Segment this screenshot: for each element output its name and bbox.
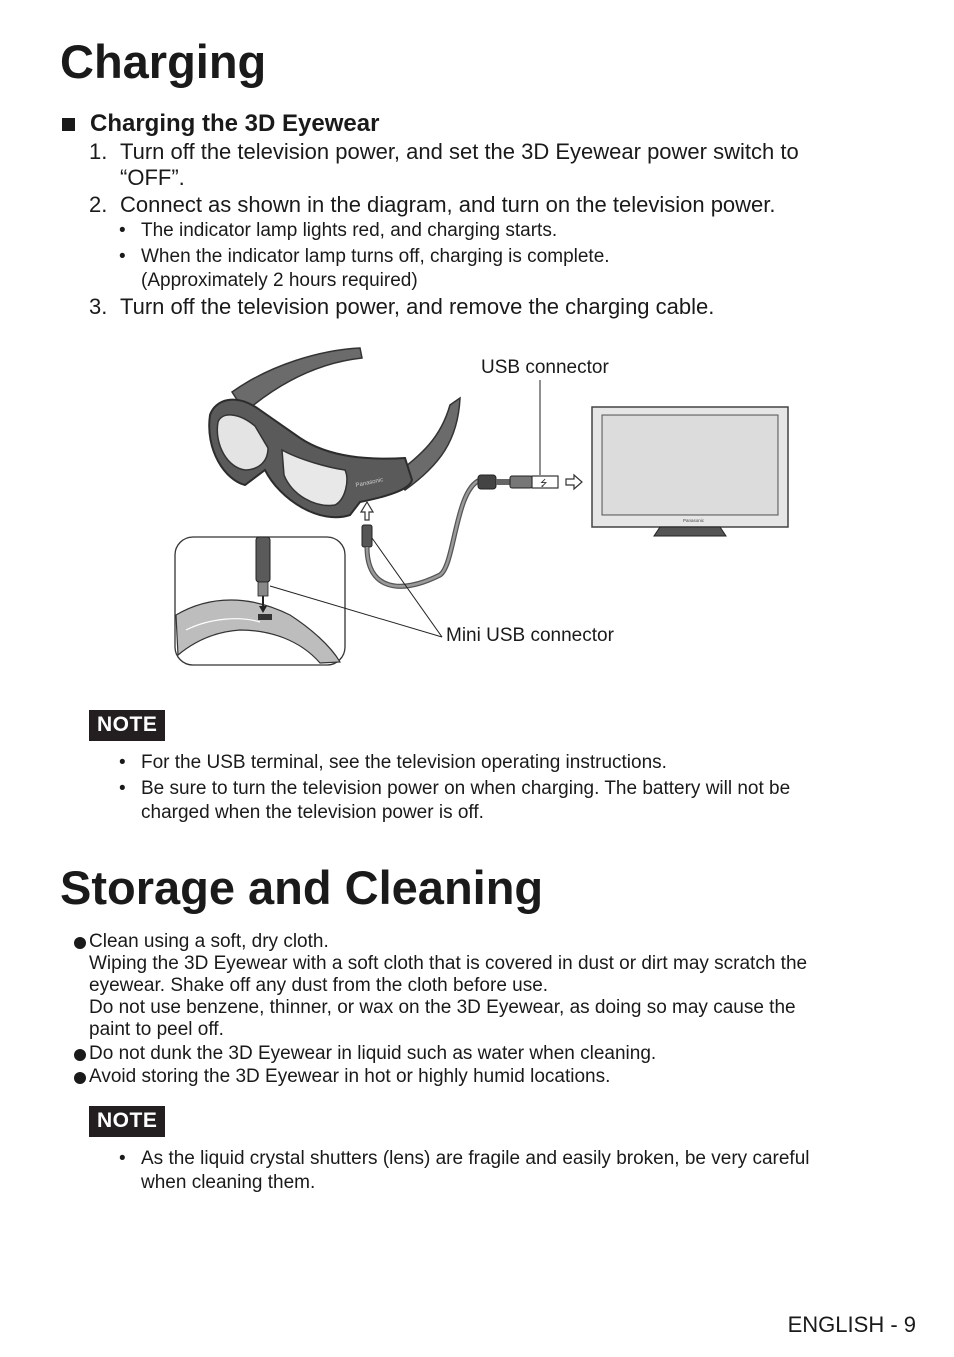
step-number: 3.	[89, 294, 108, 319]
note-badge: NOTE	[89, 710, 165, 741]
step-2-bullet	[119, 219, 557, 243]
care-text: eyewear. Shake off any dust from the cloth before use.	[89, 975, 549, 996]
care-item	[62, 1043, 656, 1065]
svg-text:⭍: ⭍	[540, 479, 548, 489]
step-line: Connect as shown in the diagram, and turn on the television power.	[120, 192, 776, 217]
bullet-dot-icon: •	[119, 778, 126, 799]
usb-connector-label: USB connector	[481, 357, 609, 378]
subheading-charging-eyewear	[62, 110, 379, 138]
note-text: when cleaning them.	[141, 1172, 316, 1193]
page-title-storage: Storage and Cleaning	[60, 861, 544, 914]
charging-diagram	[0, 330, 954, 675]
step-1	[89, 139, 909, 191]
television-illustration	[592, 407, 788, 536]
bullet-text: The indicator lamp lights red, and charging starts.	[141, 220, 558, 241]
step-line: Turn off the television power, and set the 3D Eyewear power switch to	[120, 139, 799, 164]
care-text: Clean using a soft, dry cloth.	[89, 931, 329, 952]
round-bullet-icon	[62, 931, 89, 1041]
usb-plug-icon	[478, 475, 558, 489]
note-text: For the USB terminal, see the television operating instructions.	[141, 752, 667, 773]
note-badge: NOTE	[89, 1106, 165, 1137]
bullet-text: (Approximately 2 hours required)	[141, 270, 418, 291]
note-text: As the liquid crystal shutters (lens) are fragile and easily broken, be very careful	[141, 1148, 810, 1169]
round-bullet-icon	[62, 1066, 89, 1088]
round-bullet-icon	[62, 1043, 89, 1065]
mini-usb-leader-line	[372, 538, 442, 637]
note-item	[119, 1147, 809, 1195]
care-text: Avoid storing the 3D Eyewear in hot or highly humid locations.	[89, 1066, 611, 1087]
eyewear-illustration	[209, 348, 460, 517]
bullet-text: When the indicator lamp turns off, charging is complete.	[141, 246, 610, 267]
note-item	[119, 751, 667, 775]
bullet-dot-icon: •	[119, 752, 126, 773]
step-2	[89, 192, 909, 218]
care-text: Do not dunk the 3D Eyewear in liquid such as water when cleaning.	[89, 1043, 657, 1064]
bullet-dot-icon: •	[119, 220, 126, 241]
care-text: paint to peel off.	[89, 1019, 224, 1040]
step-line: “OFF”.	[120, 165, 185, 190]
note-item	[119, 777, 790, 825]
care-text: Do not use benzene, thinner, or wax on the 3D Eyewear, as doing so may cause the	[89, 997, 796, 1018]
page-title-charging: Charging	[60, 35, 267, 88]
square-bullet-icon	[62, 118, 75, 131]
arrow-up-icon	[361, 502, 373, 520]
page-number-label: ENGLISH - 9	[787, 1312, 916, 1337]
step-3	[89, 294, 909, 320]
step-number: 2.	[89, 192, 108, 217]
arrow-right-icon	[566, 475, 582, 489]
bullet-dot-icon: •	[119, 1148, 126, 1169]
care-text: Wiping the 3D Eyewear with a soft cloth that is covered in dust or dirt may scratch the	[89, 953, 808, 974]
note-text: charged when the television power is off.	[141, 802, 484, 823]
step-2-bullet	[119, 245, 610, 293]
note-text: Be sure to turn the television power on when charging. The battery will not be	[141, 778, 791, 799]
care-item	[62, 1066, 610, 1088]
mini-usb-connector-label: Mini USB connector	[446, 625, 614, 646]
care-item	[62, 931, 912, 1041]
bullet-dot-icon: •	[119, 246, 126, 267]
tv-brand-text: Panasonic	[683, 518, 705, 523]
step-line: Turn off the television power, and remove the charging cable.	[120, 294, 715, 319]
eyewear-brand-text: Panasonic	[355, 477, 384, 489]
subheading-text: Charging the 3D Eyewear	[90, 110, 380, 137]
mini-usb-plug-icon	[362, 525, 372, 547]
step-number: 1.	[89, 139, 108, 164]
